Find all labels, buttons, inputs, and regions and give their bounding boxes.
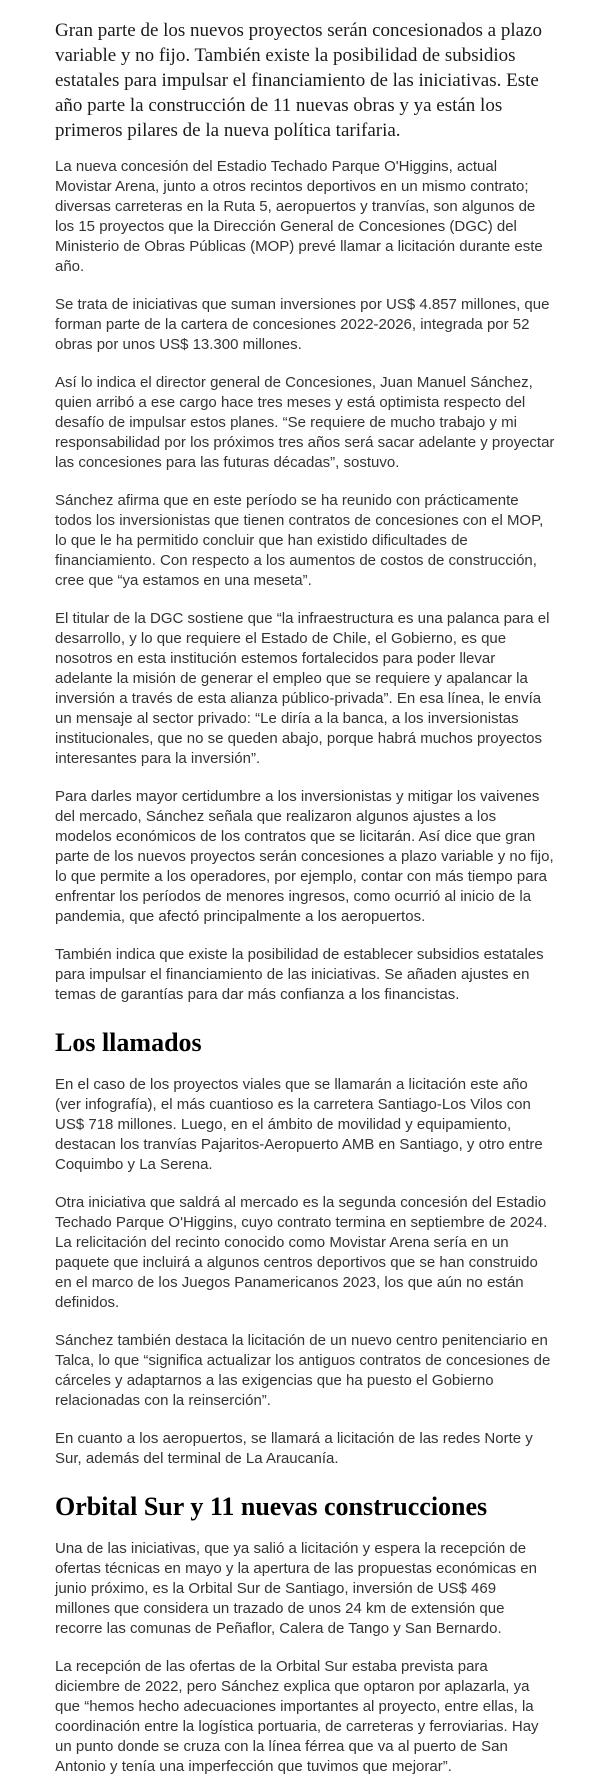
paragraph: La recepción de las ofertas de la Orbital Sur estaba prevista para diciembre de 2022, pero Sánchez explica que optaron por aplazarla, ya que “hemos hecho adecuaciones importantes al proyecto, entre ellas, la coordinación entre la logística portuaria, de carreteras y ferroviarias. Hay un punto donde se cruza con la línea férrea que va al puerto de San Antonio y tenía una imperfección que tuvimos que mejorar”. (55, 1658, 539, 1775)
paragraph: En el caso de los proyectos viales que se llamarán a licitación este año (ver infografía), el más cuantioso es la carretera Santiago-Los Vilos con US$ 718 millones. Luego, en el ámbito de movilidad y equipamiento, destacan los tranvías Pajaritos-Aeropuerto AMB en Santiago, y otro entre Coquimbo y La Serena. (55, 1076, 543, 1173)
paragraph: Sánchez afirma que en este período se ha reunido con prácticamente todos los inversionistas que tienen contratos de concesiones con el MOP, lo que le ha permitido concluir que han existido dificultades de financiamiento. Con respecto a los aumentos de costos de construcción, cree que “ya estamos en una meseta”. (55, 492, 544, 589)
paragraph: Otra iniciativa que saldrá al mercado es la segunda concesión del Estadio Techado Parque O'Higgins, cuyo contrato termina en septiembre de 2024. La relicitación del recinto conocido como Movistar Arena sería en un paquete que incluirá a algunos centros deportivos que se han construido en el marco de los Juegos Panamericanos 2023, los que aún no están definidos. (55, 1194, 548, 1311)
section-heading-los-llamados: Los llamados (55, 1028, 202, 1057)
paragraph: Una de las iniciativas, que ya salió a licitación y espera la recepción de ofertas técnicas en mayo y la apertura de las propuestas económicas en junio próximo, es la Orbital Sur de Santiago, inversión de US$ 469 millones que considera un trazado de unos 24 km de extensión que recorre las comunas de Peñaflor, Calera de Tango y San Bernardo. (55, 1540, 537, 1637)
paragraph: En cuanto a los aeropuertos, se llamará a licitación de las redes Norte y Sur, además del terminal de La Araucanía. (55, 1430, 533, 1467)
section-heading-orbital-sur: Orbital Sur y 11 nuevas construcciones (55, 1492, 488, 1521)
paragraph: El titular de la DGC sostiene que “la infraestructura es una palanca para el desarrollo, y lo que requiere el Estado de Chile, el Gobierno, es que nosotros en esta institución estemos fortalecidos para poder llevar adelante la misión de generar el empleo que se requiere y apalancar la inversión a través de esta alianza público-privada”. En esa línea, le envía un mensaje al sector privado: “Le diría a la banca, a los inversionistas institucionales, que no se queden abajo, porque habrá muchos proyectos interesantes para la inversión”. (55, 610, 550, 767)
paragraph: Para darles mayor certidumbre a los inversionistas y mitigar los vaivenes del mercado, Sánchez señala que realizaron algunos ajustes a los modelos económicos de los contratos que se licitarán. Así dice que gran parte de los nuevos proyectos serán concesiones a plazo variable y no fijo, lo que permite a los operadores, por ejemplo, contar con más tiempo para enfrentar los períodos de menores ingresos, como ocurrió al inicio de la pandemia, que afectó principalmente a los aeropuertos. (55, 788, 554, 925)
article-lead: Gran parte de los nuevos proyectos serán concesionados a plazo variable y no fijo. También existe la posibilidad de subsidios estatales para impulsar el financiamiento de las iniciativas. Este año parte la construcción de 11 nuevas obras y ya están los primeros pilares de la nueva política tarifaria. (55, 20, 542, 141)
paragraph: La nueva concesión del Estadio Techado Parque O'Higgins, actual Movistar Arena, junto a otros recintos deportivos en un mismo contrato; diversas carreteras en la Ruta 5, aeropuertos y tranvías, son algunos de los 15 proyectos que la Dirección General de Concesiones (DGC) del Ministerio de Obras Públicas (MOP) prevé llamar a licitación durante este año. (55, 158, 543, 275)
paragraph: Sánchez también destaca la licitación de un nuevo centro penitenciario en Talca, lo que “significa actualizar los antiguos contratos de concesiones de cárceles y adaptarnos a las exigencias que ha puesto el Gobierno relacionadas con la reinserción”. (55, 1332, 551, 1409)
paragraph: También indica que existe la posibilidad de establecer subsidios estatales para impulsar el financiamiento de las iniciativas. Se añaden ajustes en temas de garantías para dar más confianza a los financistas. (55, 946, 544, 1003)
paragraph: Así lo indica el director general de Concesiones, Juan Manuel Sánchez, quien arribó a ese cargo hace tres meses y está optimista respecto del desafío de impulsar estos planes. “Se requiere de mucho trabajo y mi responsabilidad por los próximos tres años será sacar adelante y proyectar las concesiones para las futuras décadas”, sostuvo. (55, 374, 555, 471)
paragraph: Se trata de iniciativas que suman inversiones por US$ 4.857 millones, que forman parte de la cartera de concesiones 2022-2026, integrada por 52 obras por unos US$ 13.300 millones. (55, 296, 550, 353)
